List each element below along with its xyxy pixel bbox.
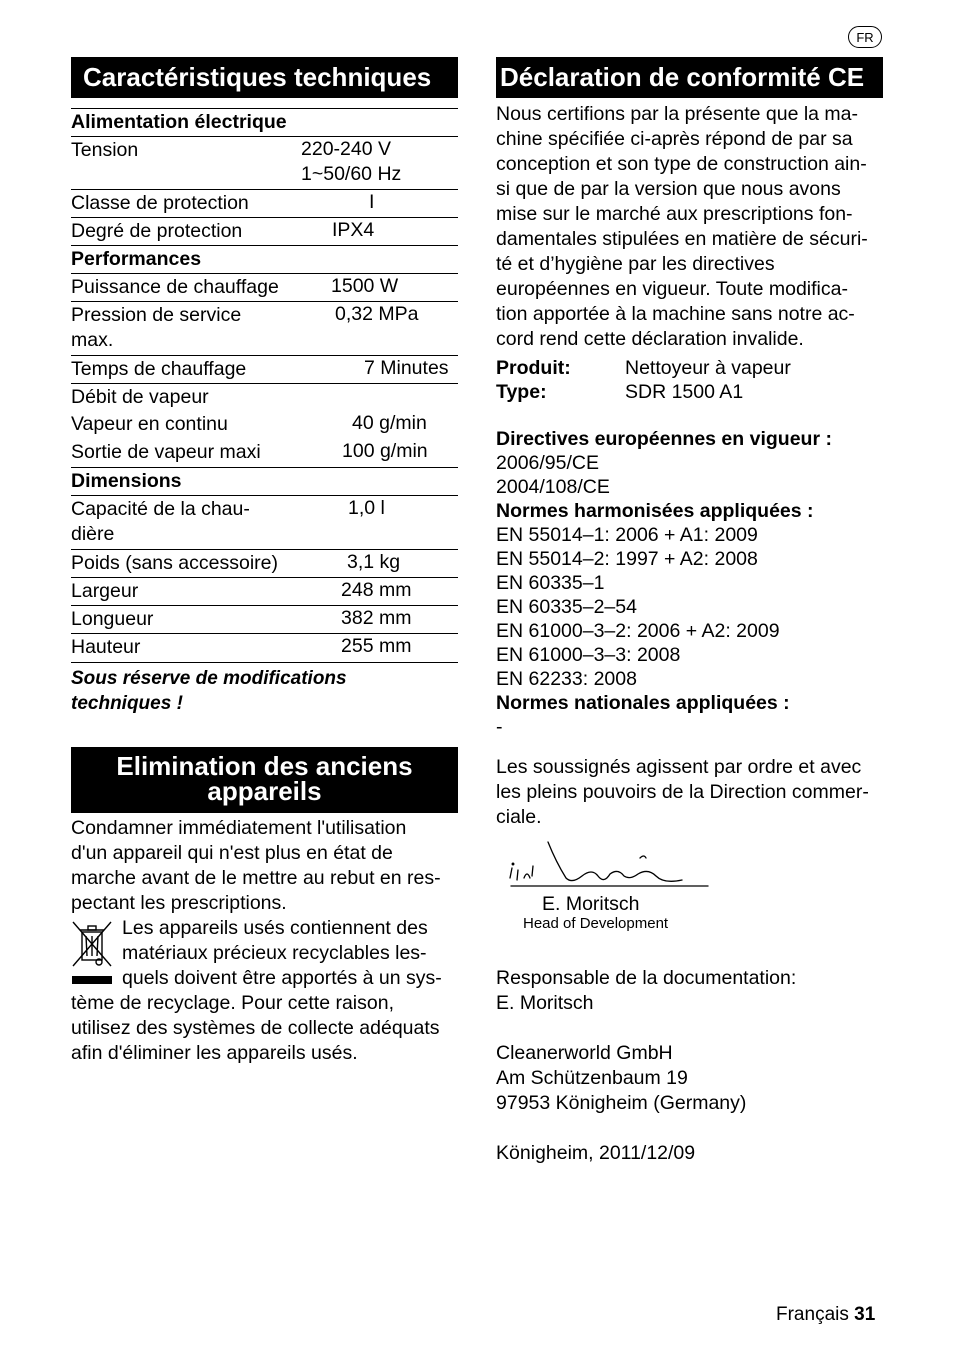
page-footer xyxy=(776,1304,875,1326)
directive-item: 2004/108/CE xyxy=(496,476,610,498)
spec-row xyxy=(71,356,458,383)
spec-row xyxy=(71,302,458,355)
handwritten-signature xyxy=(506,838,711,894)
spec-value: 382 mm xyxy=(341,607,412,629)
spec-value: 3,1 kg xyxy=(347,551,401,573)
spec-row xyxy=(71,137,458,189)
spec-value: 1500 W xyxy=(331,275,399,297)
spec-row xyxy=(71,634,458,662)
spec-row xyxy=(71,550,458,577)
spec-value: 7 Minutes xyxy=(364,357,449,379)
standard-item: EN 61000–3–3: 2008 xyxy=(496,644,681,666)
spec-value: 255 mm xyxy=(341,635,412,657)
national-value: - xyxy=(496,716,503,738)
spec-label: Dimensions xyxy=(71,470,182,492)
harmonised-label: Normes harmonisées appliquées : xyxy=(496,500,814,522)
conformity-intro: Nous certifions par la présente que la ma- chine spécifiée ci-après répond de par sa conception et son type de construction ain- si que de par la version que nous avons mise sur le marché aux prescriptions fon- damentales stipulées en matière de sécuri- té et d’hygiène par les directives européennes en vigueur. Toute modifica- tion apportée à la machine sans notre ac- cord rend cette déclaration invalide. xyxy=(496,103,868,350)
spec-value: 40 g/min xyxy=(352,412,427,434)
language-badge: FR xyxy=(848,26,882,48)
spec-row xyxy=(71,384,458,411)
spec-label: Alimentation électrique xyxy=(71,111,287,133)
signatories-text: Les soussignés agissent par ordre et avec les pleins pouvoirs de la Direction commer- ciale. xyxy=(496,756,869,828)
spec-label: Puissance de chauffage xyxy=(71,276,279,298)
standard-item: EN 55014–2: 1997 + A2: 2008 xyxy=(496,548,758,570)
product-value: Nettoyeur à vapeur xyxy=(625,357,791,379)
spec-value: 220-240 V 1~50/60 Hz xyxy=(301,138,402,185)
spec-value: IPX4 xyxy=(332,219,375,241)
spec-value: 100 g/min xyxy=(342,440,428,462)
spec-label: Vapeur en continu xyxy=(71,413,228,435)
conformity-title: Déclaration de conformité CE xyxy=(496,57,883,98)
disposal-para-3: tème de recyclage. Pour cette raison, utilisez des systèmes de collecte adéquats afin d'éliminer les appareils usés. xyxy=(71,992,440,1064)
spec-label: Longueur xyxy=(71,608,154,630)
standards-block xyxy=(496,427,886,739)
spec-label: Classe de protection xyxy=(71,192,249,214)
disposal-para-2: Les appareils usés contiennent des matériaux précieux recyclables les- quels doivent être apportés à un sys- xyxy=(122,917,442,989)
company-name: Cleanerworld GmbH xyxy=(496,1042,673,1064)
doc-responsible-label: Responsable de la documentation: xyxy=(496,967,797,989)
page-number: 31 xyxy=(854,1304,876,1325)
spec-label: Poids (sans accessoire) xyxy=(71,552,278,574)
spec-label: Sortie de vapeur maxi xyxy=(71,441,261,463)
standard-item: EN 62233: 2008 xyxy=(496,668,637,690)
directives-label: Directives européennes en vigueur : xyxy=(496,428,832,450)
spec-value: I xyxy=(369,191,375,213)
standard-item: EN 60335–2–54 xyxy=(496,596,637,618)
spec-label: Pression de service max. xyxy=(71,304,242,351)
spec-row xyxy=(71,439,458,467)
spec-row xyxy=(71,578,458,605)
spec-section-header xyxy=(71,468,458,495)
spec-label: Capacité de la chau- dière xyxy=(71,498,250,545)
doc-responsible-name: E. Moritsch xyxy=(496,992,594,1014)
standard-item: EN 60335–1 xyxy=(496,572,605,594)
spec-label: Degré de protection xyxy=(71,220,243,242)
spec-label: Débit de vapeur xyxy=(71,386,209,408)
spec-row xyxy=(71,606,458,633)
date-place: Königheim, 2011/12/09 xyxy=(496,1142,696,1164)
spec-row xyxy=(71,496,458,549)
table-rule xyxy=(71,662,458,663)
spec-label: Tension xyxy=(71,139,139,161)
product-label: Produit: xyxy=(496,357,571,379)
disposal-para-1: Condamner immédiatement l'utilisation d'un appareil qui n'est plus en état de marche avant de le mettre au rebut en res- pectant les prescriptions. xyxy=(71,817,441,914)
specs-table xyxy=(71,108,458,663)
specs-title: Caractéristiques techniques xyxy=(71,57,458,98)
national-label: Normes nationales appliquées : xyxy=(496,692,790,714)
spec-label: Largeur xyxy=(71,580,139,602)
spec-label: Performances xyxy=(71,248,202,270)
spec-label: Temps de chauffage xyxy=(71,358,247,380)
spec-value: 248 mm xyxy=(341,579,412,601)
spec-section-header xyxy=(71,109,458,136)
disposal-title: Elimination des anciens appareils xyxy=(71,747,458,813)
standard-item: EN 61000–3–2: 2006 + A2: 2009 xyxy=(496,620,780,642)
spec-value: 0,32 MPa xyxy=(335,303,419,325)
company-street: Am Schützenbaum 19 xyxy=(496,1067,688,1089)
footer-language: Français xyxy=(776,1304,849,1325)
directive-item: 2006/95/CE xyxy=(496,452,599,474)
spec-row xyxy=(71,218,458,245)
spec-row xyxy=(71,274,458,301)
spec-section-header xyxy=(71,246,458,273)
spec-label: Hauteur xyxy=(71,636,141,658)
type-value: SDR 1500 A1 xyxy=(625,381,744,403)
signer-name: E. Moritsch xyxy=(542,893,640,915)
type-label: Type: xyxy=(496,381,547,403)
spec-row xyxy=(71,190,458,217)
company-city: 97953 Königheim (Germany) xyxy=(496,1092,747,1114)
spec-value: 1,0 l xyxy=(348,497,385,519)
specs-note: Sous réserve de modifications techniques ! xyxy=(71,668,347,714)
signer-role: Head of Development xyxy=(523,915,669,932)
standard-item: EN 55014–1: 2006 + A1: 2009 xyxy=(496,524,758,546)
spec-row xyxy=(71,411,458,439)
wheelie-bin-crossed-icon xyxy=(71,920,113,986)
